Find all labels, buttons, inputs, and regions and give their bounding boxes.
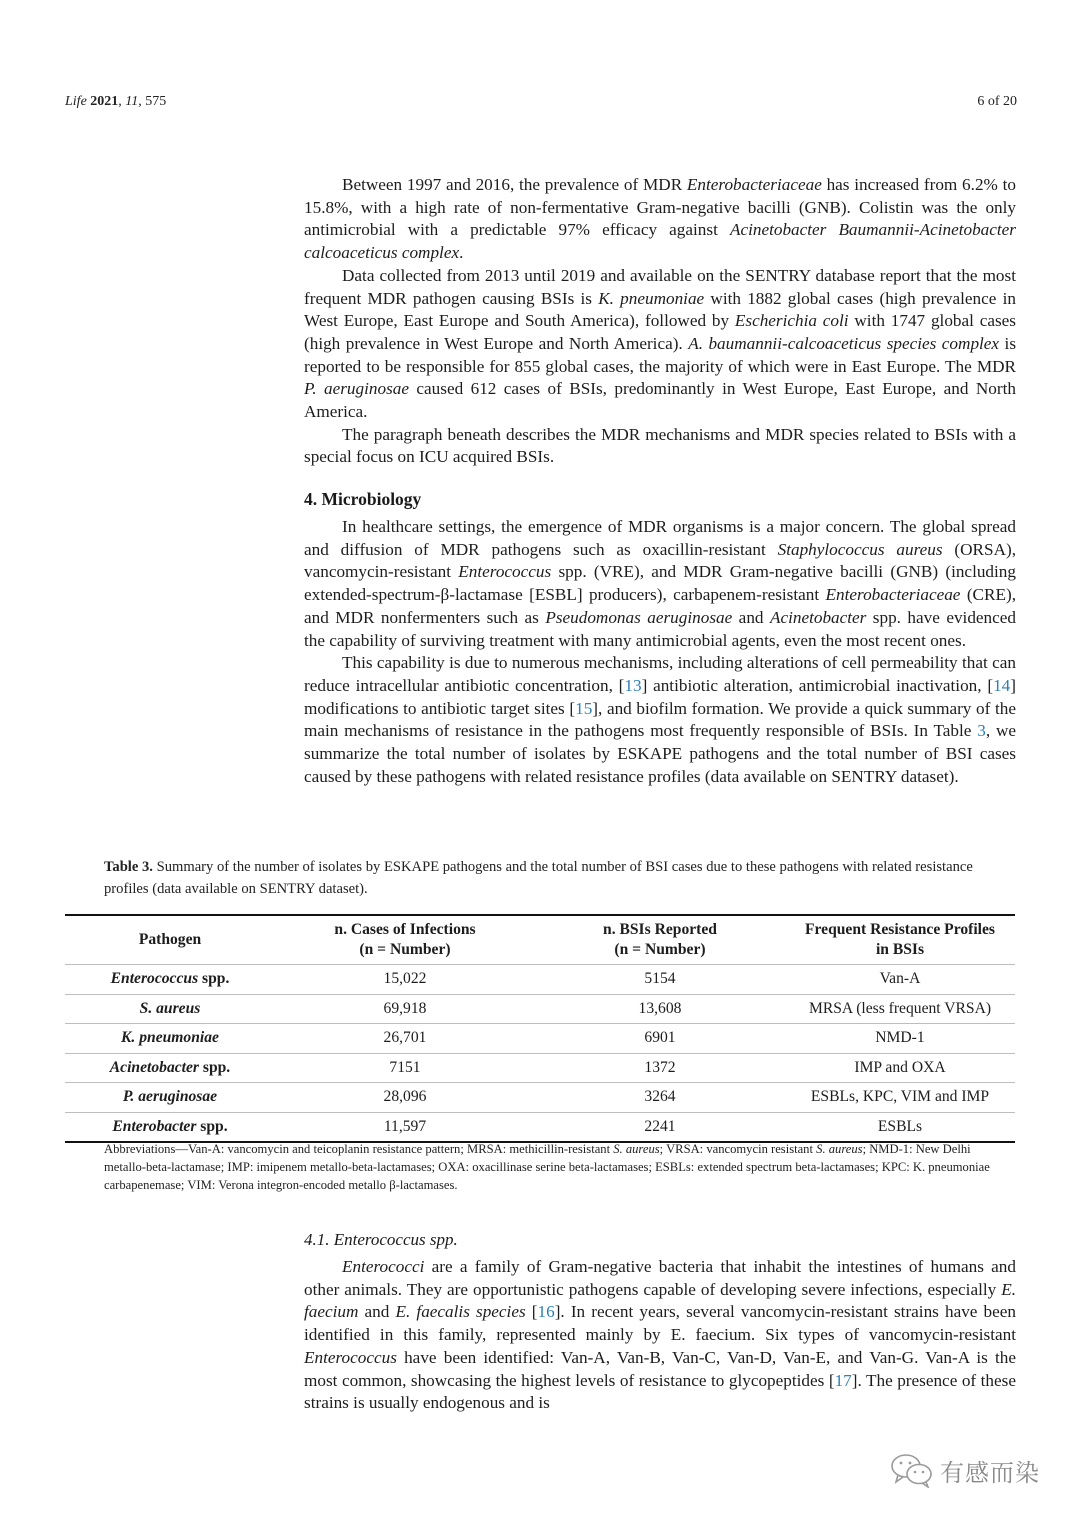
- table-row: [65, 1112, 1015, 1142]
- citation-link-15[interactable]: 15: [575, 698, 593, 718]
- cases-cell: 26,701: [275, 1024, 535, 1054]
- journal-year: 2021: [90, 94, 119, 109]
- paragraph: This capability is due to numerous mechanisms, including alterations of cell permeability that can reduce intracellular antibiotic concentration, [13] antibiotic alteration, antimicrobial inactivation, [14] modifications to antibiotic target sites [15], and biofilm formation. We provide a quick summary of the main mechanisms of resistance in the pathogens most frequently responsible of BSIs. In Table 3, we summarize the total number of isolates by ESKAPE pathogens and the total number of BSI cases caused by these pathogens with related resistance profiles (data available on SENTRY dataset).: [304, 653, 1016, 786]
- table-header-row: [65, 915, 1015, 965]
- paragraph: Enterococci are a family of Gram-negative bacteria that inhabit the intestines of humans and other animals. They are opportunistic pathogens capable of developing severe infections, especially E. faecium and E. faecalis species [16]. In recent years, several vancomycin-resistant strains have been identified in this family, represented mainly by E. faecium. Six types of vancomycin-resistant Enterococcus have been identified: Van-A, Van-B, Van-C, Van-D, Van-E, and Van-G. Van-A is the most common, showcasing the highest levels of resistance to glycopeptides [17]. The presence of these strains is usually endogenous and is: [304, 1257, 1016, 1413]
- intro-text: [304, 174, 1016, 469]
- col-header-bsis: n. BSIs Reported (n = Number): [603, 921, 717, 958]
- profile-cell: NMD-1: [785, 1024, 1015, 1054]
- table-row: [65, 994, 1015, 1024]
- profile-cell: MRSA (less frequent VRSA): [785, 994, 1015, 1024]
- pathogen-cell: P. aeruginosae: [65, 1083, 275, 1113]
- pathogen-cell: S. aureus: [65, 994, 275, 1024]
- bsis-cell: 5154: [535, 965, 785, 995]
- watermark: [890, 1452, 1040, 1488]
- watermark-text: 有感而染: [940, 1458, 1040, 1487]
- table-row: [65, 1083, 1015, 1113]
- page-number: 6 of 20: [977, 94, 1017, 109]
- running-header: [65, 93, 1017, 111]
- profile-cell: IMP and OXA: [785, 1053, 1015, 1083]
- bsis-cell: 2241: [535, 1112, 785, 1142]
- table-3-link[interactable]: 3: [977, 721, 986, 741]
- bsis-cell: 13,608: [535, 994, 785, 1024]
- table-row: [65, 965, 1015, 995]
- col-header-pathogen: Pathogen: [138, 931, 202, 948]
- pathogen-cell: Enterococcus spp.: [65, 965, 275, 995]
- article-number: , 575: [138, 94, 167, 109]
- profile-cell: ESBLs: [785, 1112, 1015, 1142]
- pathogen-cell: Enterobacter spp.: [65, 1112, 275, 1142]
- table-footnote: Abbreviations—Van-A: vancomycin and teicoplanin resistance pattern; MRSA: methicillin-resistant S. aureus; VRSA: vancomycin resistant S. aureus; NMD-1: New Delhi metallo-beta-lactamase; IMP: imipenem metallo-beta-lactamases; OXA: oxacillinase serine beta-lactamases; ESBLs: extended spectrum beta-lactamases; KPC: K. pneumoniae carbapenemase; VIM: Verona integron-encoded metallo β-lactamases.: [104, 1142, 990, 1192]
- table-row: [65, 1024, 1015, 1054]
- wechat-icon: [890, 1452, 934, 1488]
- citation-link-13[interactable]: 13: [624, 675, 642, 695]
- section-heading: 4. Microbiology: [304, 489, 422, 509]
- paragraph: Data collected from 2013 until 2019 and available on the SENTRY database report that the most frequent MDR pathogen causing BSIs is K. pneumoniae with 1882 global cases (high prevalence in West Europe, East Europe and South America), followed by Escherichia coli with 1747 global cases (high prevalence in West Europe and North America). A. baumannii-calcoaceticus species complex is reported to be responsible for 855 global cases, the majority of which were in East Europe. The MDR P. aeruginosae caused 612 cases of BSIs, predominantly in West Europe, East Europe, and North America.: [304, 265, 1017, 422]
- profile-cell: ESBLs, KPC, VIM and IMP: [785, 1083, 1015, 1113]
- paragraph: Between 1997 and 2016, the prevalence of MDR Enterobacteriaceae has increased from 6.2% to 15.8%, with a high rate of non-fermentative Gram-negative bacilli (GNB). Colistin was the only antimicrobial with a predictable 97% efficacy against Acinetobacter Baumannii-Acinetobacter calcoaceticus complex.: [304, 175, 1016, 263]
- journal-name: Life: [65, 94, 87, 109]
- pathogen-cell: Acinetobacter spp.: [65, 1053, 275, 1083]
- citation-link-17[interactable]: 17: [834, 1370, 852, 1390]
- cases-cell: 15,022: [275, 965, 535, 995]
- paragraph: The paragraph beneath describes the MDR mechanisms and MDR species related to BSIs with a special focus on ICU acquired BSIs.: [304, 424, 1016, 467]
- journal-volume: 11: [125, 94, 139, 109]
- profile-cell: Van-A: [785, 965, 1015, 995]
- col-header-profiles: Frequent Resistance Profiles in BSIs: [805, 921, 995, 958]
- citation-link-14[interactable]: 14: [993, 675, 1011, 695]
- col-header-cases: n. Cases of Infections (n = Number): [334, 921, 476, 958]
- paragraph: In healthcare settings, the emergence of MDR organisms is a major concern. The global spread and diffusion of MDR pathogens such as oxacillin-resistant Staphylococcus aureus (ORSA), vancomycin-resistant Enterococcus spp. (VRE), and MDR Gram-negative bacilli (GNB) (including extended-spectrum-β-lactamase [ESBL] producers), carbapenem-resistant Enterobacteriaceae (CRE), and MDR nonfermenters such as Pseudomonas aeruginosae and Acinetobacter spp. have evidenced the capability of surviving treatment with many antimicrobial agents, even the most recent ones.: [304, 517, 1017, 650]
- journal-citation: Life 2021, 11, 575: [65, 94, 167, 109]
- bsis-cell: 1372: [535, 1053, 785, 1083]
- table-row: [65, 1053, 1015, 1083]
- section41-text: [304, 1256, 1016, 1415]
- cases-cell: 7151: [275, 1053, 535, 1083]
- bsis-cell: 3264: [535, 1083, 785, 1113]
- pathogen-cell: K. pneumoniae: [65, 1024, 275, 1054]
- cases-cell: 11,597: [275, 1112, 535, 1142]
- table-caption: Table 3. Summary of the number of isolates by ESKAPE pathogens and the total number of BSI cases due to these pathogens with related resistance profiles (data available on SENTRY dataset).: [104, 859, 973, 897]
- bsis-cell: 6901: [535, 1024, 785, 1054]
- citation-link-16[interactable]: 16: [537, 1302, 555, 1322]
- cases-cell: 28,096: [275, 1083, 535, 1113]
- cases-cell: 69,918: [275, 994, 535, 1024]
- section4-text: [304, 516, 1016, 788]
- subsection-heading: 4.1. Enterococcus spp.: [304, 1230, 458, 1249]
- table-label: Table 3.: [104, 859, 153, 875]
- resistance-table: [65, 914, 1015, 1143]
